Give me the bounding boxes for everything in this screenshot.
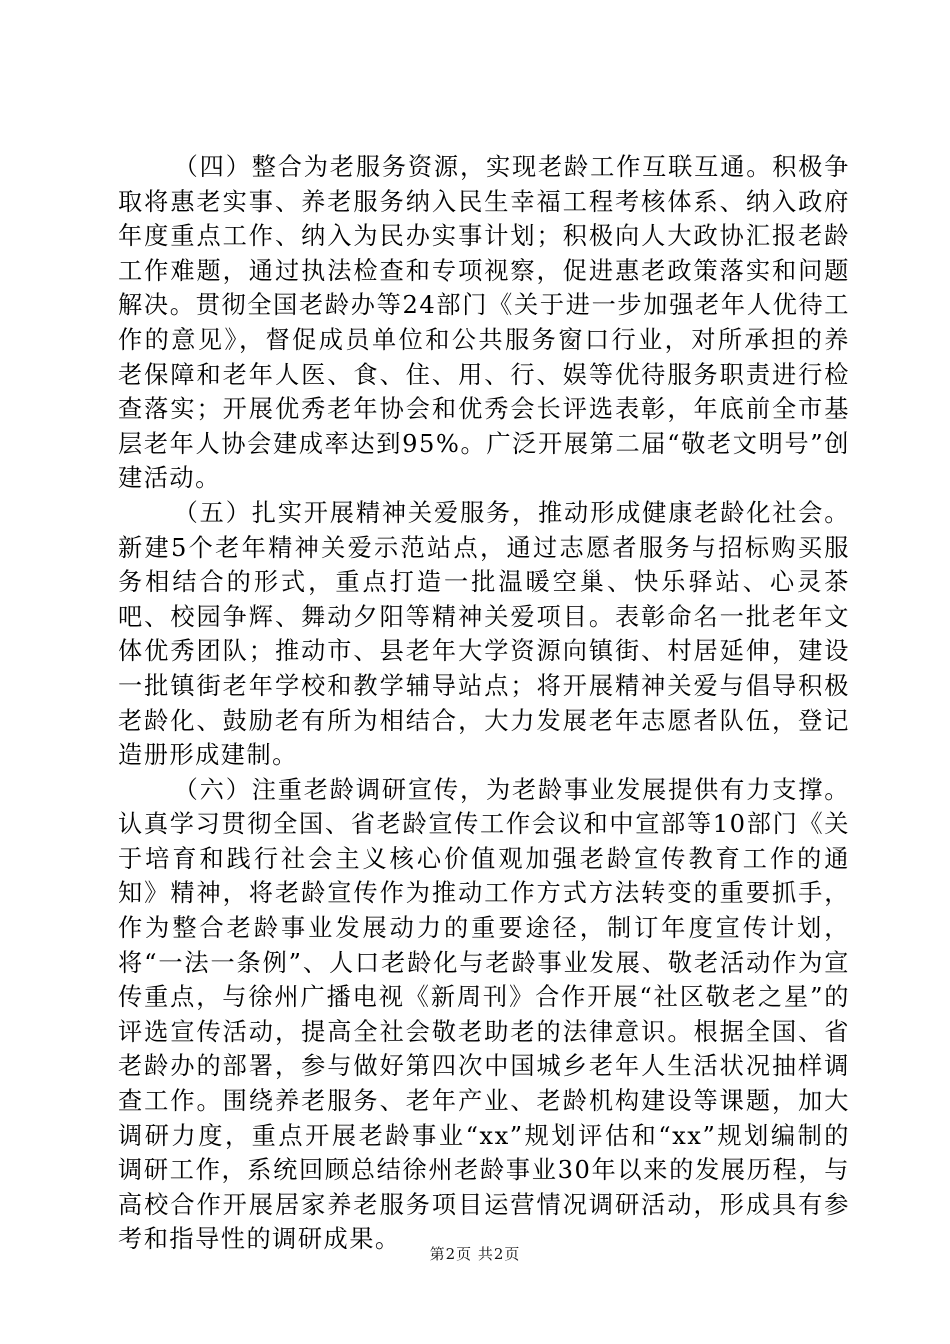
paragraph-section-5: （五）扎实开展精神关爱服务，推动形成健康老龄化社会。新建5个老年精神关爱示范站点，通过志愿者服务与招标购买服务相结合的形式，重点打造一批温暖空巢、快乐驿站、心灵茶吧、校园争辉、舞动夕阳等精神关爱项目。表彰命名一批老年文体优秀团队；推动市、县老年大学资源向镇街、村居延伸，建设一批镇街老年学校和教学辅导站点；将开展精神关爱与倡导积极老龄化、鼓励老有所为相结合，大力发展老年志愿者队伍，登记造册形成建制。: [118, 498, 850, 770]
paragraph-section-6: （六）注重老龄调研宣传，为老龄事业发展提供有力支撑。认真学习贯彻全国、省老龄宣传工作会议和中宣部等10部门《关于培育和践行社会主义核心价值观加强老龄宣传教育工作的通知》精神，将老龄宣传作为推动工作方式方法转变的重要抓手，作为整合老龄事业发展动力的重要途径，制订年度宣传计划，将“一法一条例”、人口老龄化与老龄事业发展、敬老活动作为宣传重点，与徐州广播电视《新周刊》合作开展“社区敬老之星”的评选宣传活动，提高全社会敬老助老的法律意识。根据全国、省老龄办的部署，参与做好第四次中国城乡老年人生活状况抽样调查工作。围绕养老服务、老年产业、老龄机构建设等课题，加大调研力度，重点开展老龄事业“xx”规划评估和“xx”规划编制的调研工作，系统回顾总结徐州老龄事业30年以来的发展历程，与高校合作开展居家养老服务项目运营情况调研活动，形成具有参考和指导性的调研成果。: [118, 775, 850, 1254]
paragraph-section-4: （四）整合为老服务资源，实现老龄工作互联互通。积极争取将惠老实事、养老服务纳入民生幸福工程考核体系、纳入政府年度重点工作、纳入为民办实事计划；积极向人大政协汇报老龄工作难题，通过执法检查和专项视察，促进惠老政策落实和问题解决。贯彻全国老龄办等24部门《关于进一步加强老年人优待工作的意见》，督促成员单位和公共服务窗口行业，对所承担的养老保障和老年人医、食、住、用、行、娱等优待服务职责进行检查落实；开展优秀老年协会和优秀会长评选表彰，年底前全市基层老年人协会建成率达到95%。广泛开展第二届“敬老文明号”创建活动。: [118, 153, 850, 493]
document-body: [118, 150, 850, 1257]
page-footer: 第2页 共2页: [429, 1245, 521, 1263]
